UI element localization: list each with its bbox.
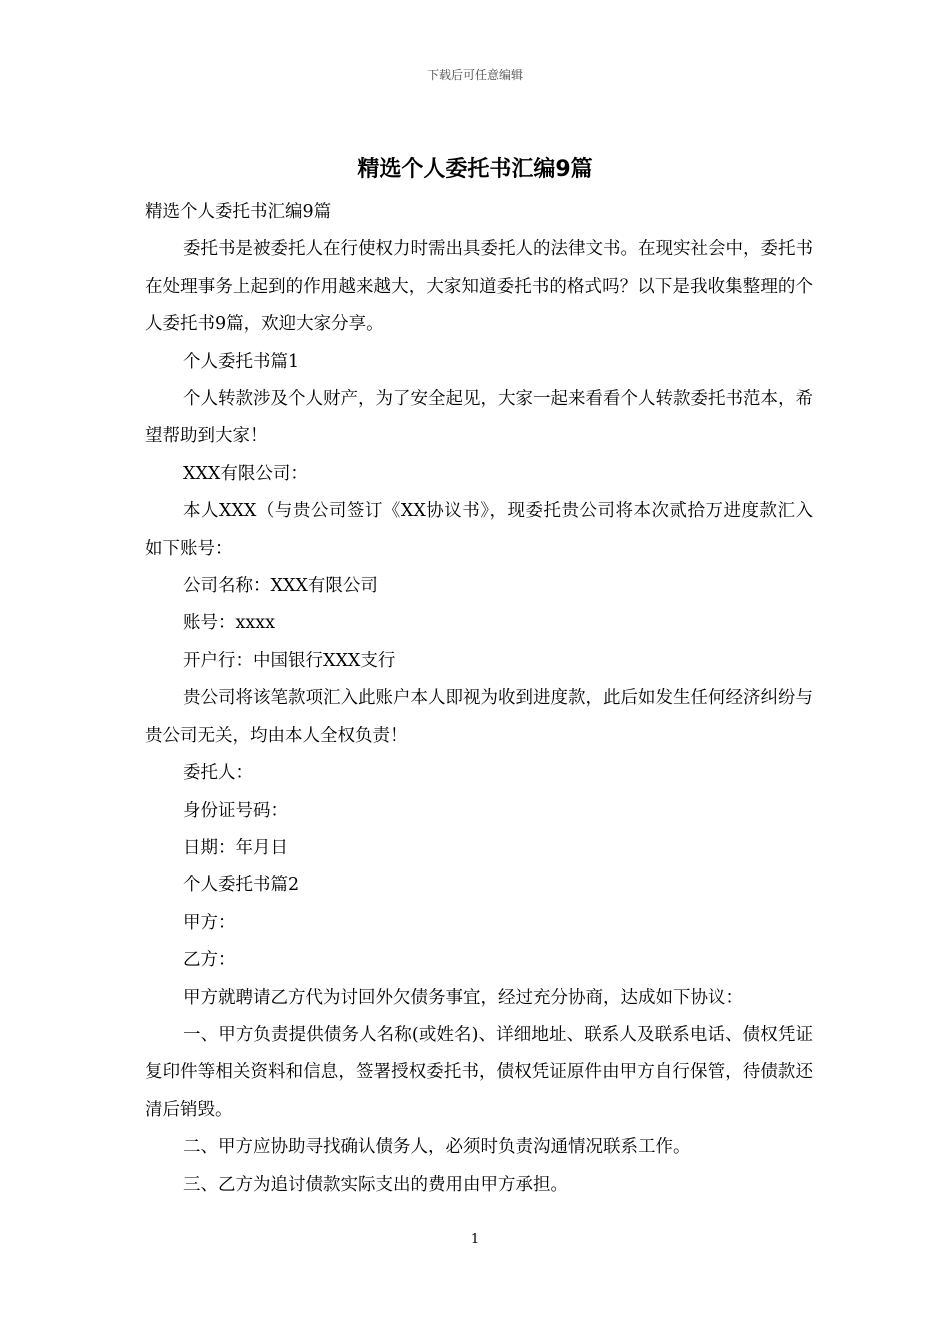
body-paragraph: 公司名称：XXX有限公司 bbox=[183, 576, 378, 597]
body-paragraph: 委托人： bbox=[183, 763, 253, 784]
body-paragraph: 个人转款涉及个人财产，为了安全起见，大家一起来看看个人转款委托书范本，希望帮助到大家！ bbox=[145, 389, 813, 447]
body-paragraph: 本人XXX（与贵公司签订《XX协议书》，现委托贵公司将本次贰拾万进度款汇入如下账号： bbox=[145, 501, 813, 559]
page-number: 1 bbox=[470, 1232, 480, 1247]
body-paragraph: 甲方： bbox=[183, 912, 236, 933]
section-heading: 个人委托书篇2 bbox=[183, 875, 300, 896]
body-paragraph: 身份证号码： bbox=[183, 800, 288, 821]
body-paragraph: 日期：年月日 bbox=[183, 837, 288, 858]
body-paragraph: 一、甲方负责提供债务人名称(或姓名)、详细地址、联系人及联系电话、债权凭证复印件等相关资料和信息，签署授权委托书，债权凭证原件由甲方自行保管，待债款还清后销毁。 bbox=[145, 1024, 813, 1120]
page-header-note: 下载后可任意编辑 bbox=[426, 68, 523, 82]
body-paragraph: 账号：xxxx bbox=[183, 613, 275, 634]
body-paragraph: 甲方就聘请乙方代为讨回外欠债务事宜，经过充分协商，达成如下协议： bbox=[183, 987, 743, 1008]
body-paragraph: 乙方： bbox=[183, 950, 236, 971]
body-paragraph: 三、乙方为追讨债款实际支出的费用由甲方承担。 bbox=[183, 1174, 568, 1195]
body-paragraph: 贵公司将该笔款项汇入此账户本人即视为收到进度款，此后如发生任何经济纠纷与贵公司无关，均由本人全权负责！ bbox=[145, 688, 813, 746]
section-heading: 个人委托书篇1 bbox=[183, 351, 300, 372]
body-paragraph: XXX有限公司： bbox=[183, 463, 308, 484]
body-paragraph: 开户行：中国银行XXX支行 bbox=[183, 650, 396, 671]
body-paragraph: 精选个人委托书汇编9篇 bbox=[145, 202, 332, 222]
document-body bbox=[145, 194, 813, 1204]
body-paragraph: 二、甲方应协助寻找确认债务人，必须时负责沟通情况联系工作。 bbox=[183, 1137, 691, 1158]
body-paragraph: 委托书是被委托人在行使权力时需出具委托人的法律文书。在现实社会中，委托书在处理事务上起到的作用越来越大，大家知道委托书的格式吗？以下是我收集整理的个人委托书9篇，欢迎大家分享。 bbox=[145, 239, 813, 335]
document-title: 精选个人委托书汇编9篇 bbox=[357, 157, 593, 182]
